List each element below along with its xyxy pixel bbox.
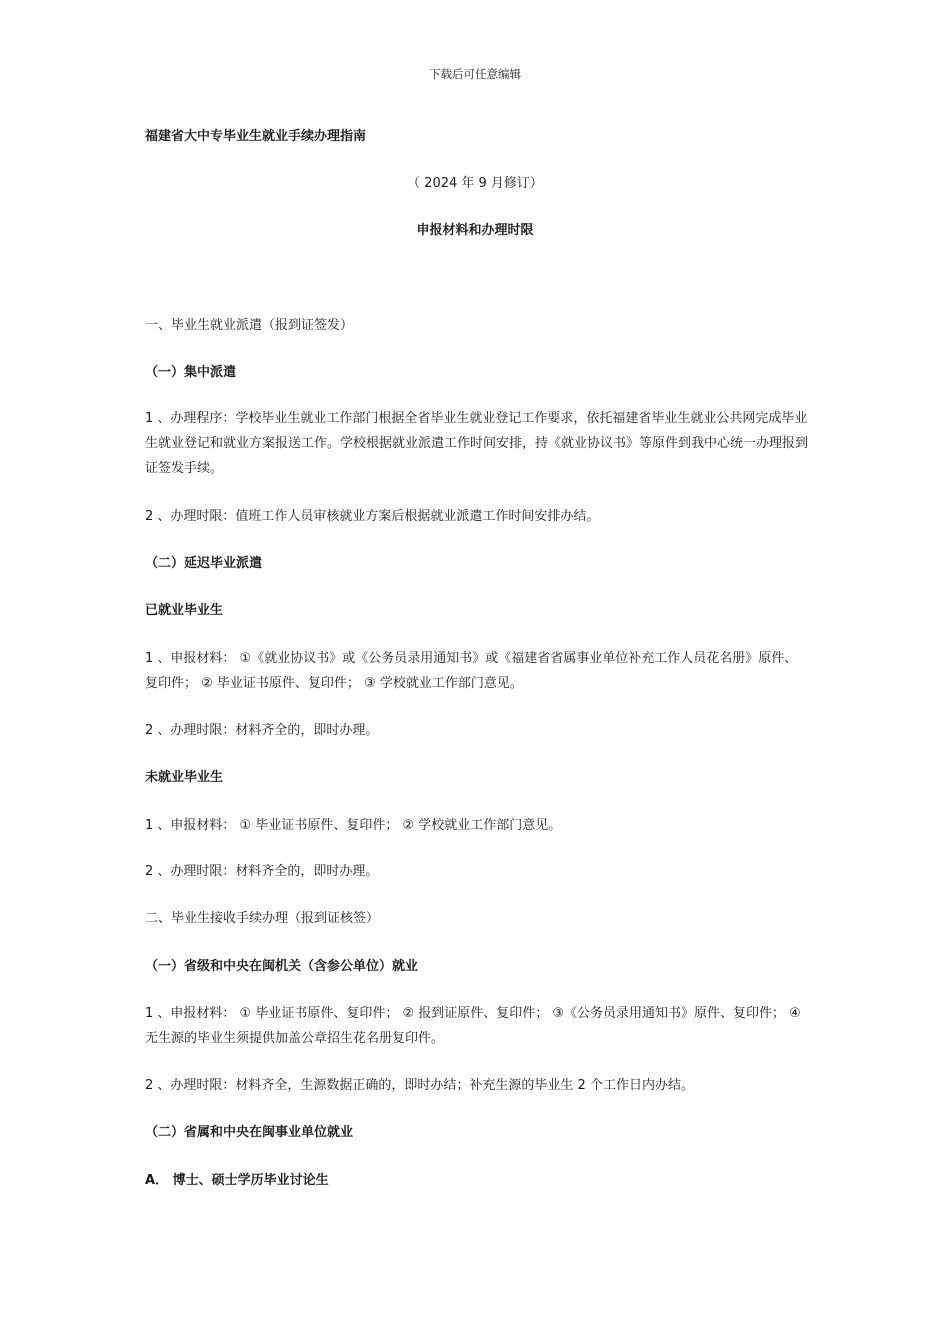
header-note: 下载后可任意编辑	[429, 67, 521, 81]
part2-heading: 二、毕业生接收手续办理（报到证核签）	[145, 911, 380, 926]
employed-item2: 2 、办理时限：材料齐全的，即时办理。	[145, 723, 379, 738]
part2-sub1-item2: 2 、办理时限：材料齐全，生源数据正确的，即时办结；补充生源的毕业生 2 个工作日内办结。	[145, 1078, 694, 1093]
part1-sub1-item1: 1 、办理程序：学校毕业生就业工作部门根据全省毕业生就业登记工作要求，依托福建省毕业生就业公共网完成毕业生就业登记和就业方案报送工作。学校根据就业派遣工作时间安排，持《就业协议书》等原件到我中心统一办理报到证签发手续。	[145, 411, 809, 476]
unemployed-item2: 2 、办理时限：材料齐全的，即时办理。	[145, 864, 379, 879]
part2-sub1-heading: （一）省级和中央在闽机关（含参公单位）就业	[145, 959, 419, 974]
part1-heading: 一、毕业生就业派遣（报到证签发）	[145, 318, 354, 333]
unemployed-heading: 未就业毕业生	[145, 770, 224, 785]
revision-date: （ 2024 年 9 月修订）	[407, 176, 543, 191]
employed-item1: 1 、申报材料： ①《就业协议书》或《公务员录用通知书》或《福建省省属事业单位补充工作人员花名册》原件、复印件； ② 毕业证书原件、复印件； ③ 学校就业工作部门意见。	[145, 651, 798, 691]
part1-sub1-item2: 2 、办理时限：值班工作人员审核就业方案后根据就业派遣工作时间安排办结。	[145, 509, 600, 524]
part1-sub1-heading: （一）集中派遣	[145, 365, 237, 380]
section-title: 申报材料和办理时限	[416, 223, 534, 238]
unemployed-item1: 1 、申报材料： ① 毕业证书原件、复印件； ② 学校就业工作部门意见。	[145, 818, 562, 833]
part2-sub2-heading: （二）省属和中央在闽事业单位就业	[145, 1125, 354, 1140]
document-title: 福建省大中专毕业生就业手续办理指南	[145, 129, 367, 144]
part1-sub2-heading: （二）延迟毕业派遣	[145, 556, 263, 571]
part2-sub1-item1: 1 、申报材料： ① 毕业证书原件、复印件； ② 报到证原件、复印件； ③《公务员录用通知书》原件、复印件； ④ 无生源的毕业生须提供加盖公章招生花名册复印件。	[145, 1006, 801, 1046]
employed-heading: 已就业毕业生	[145, 603, 224, 618]
part2-sub2-subA: A． 博士、硕士学历毕业讨论生	[145, 1173, 329, 1188]
